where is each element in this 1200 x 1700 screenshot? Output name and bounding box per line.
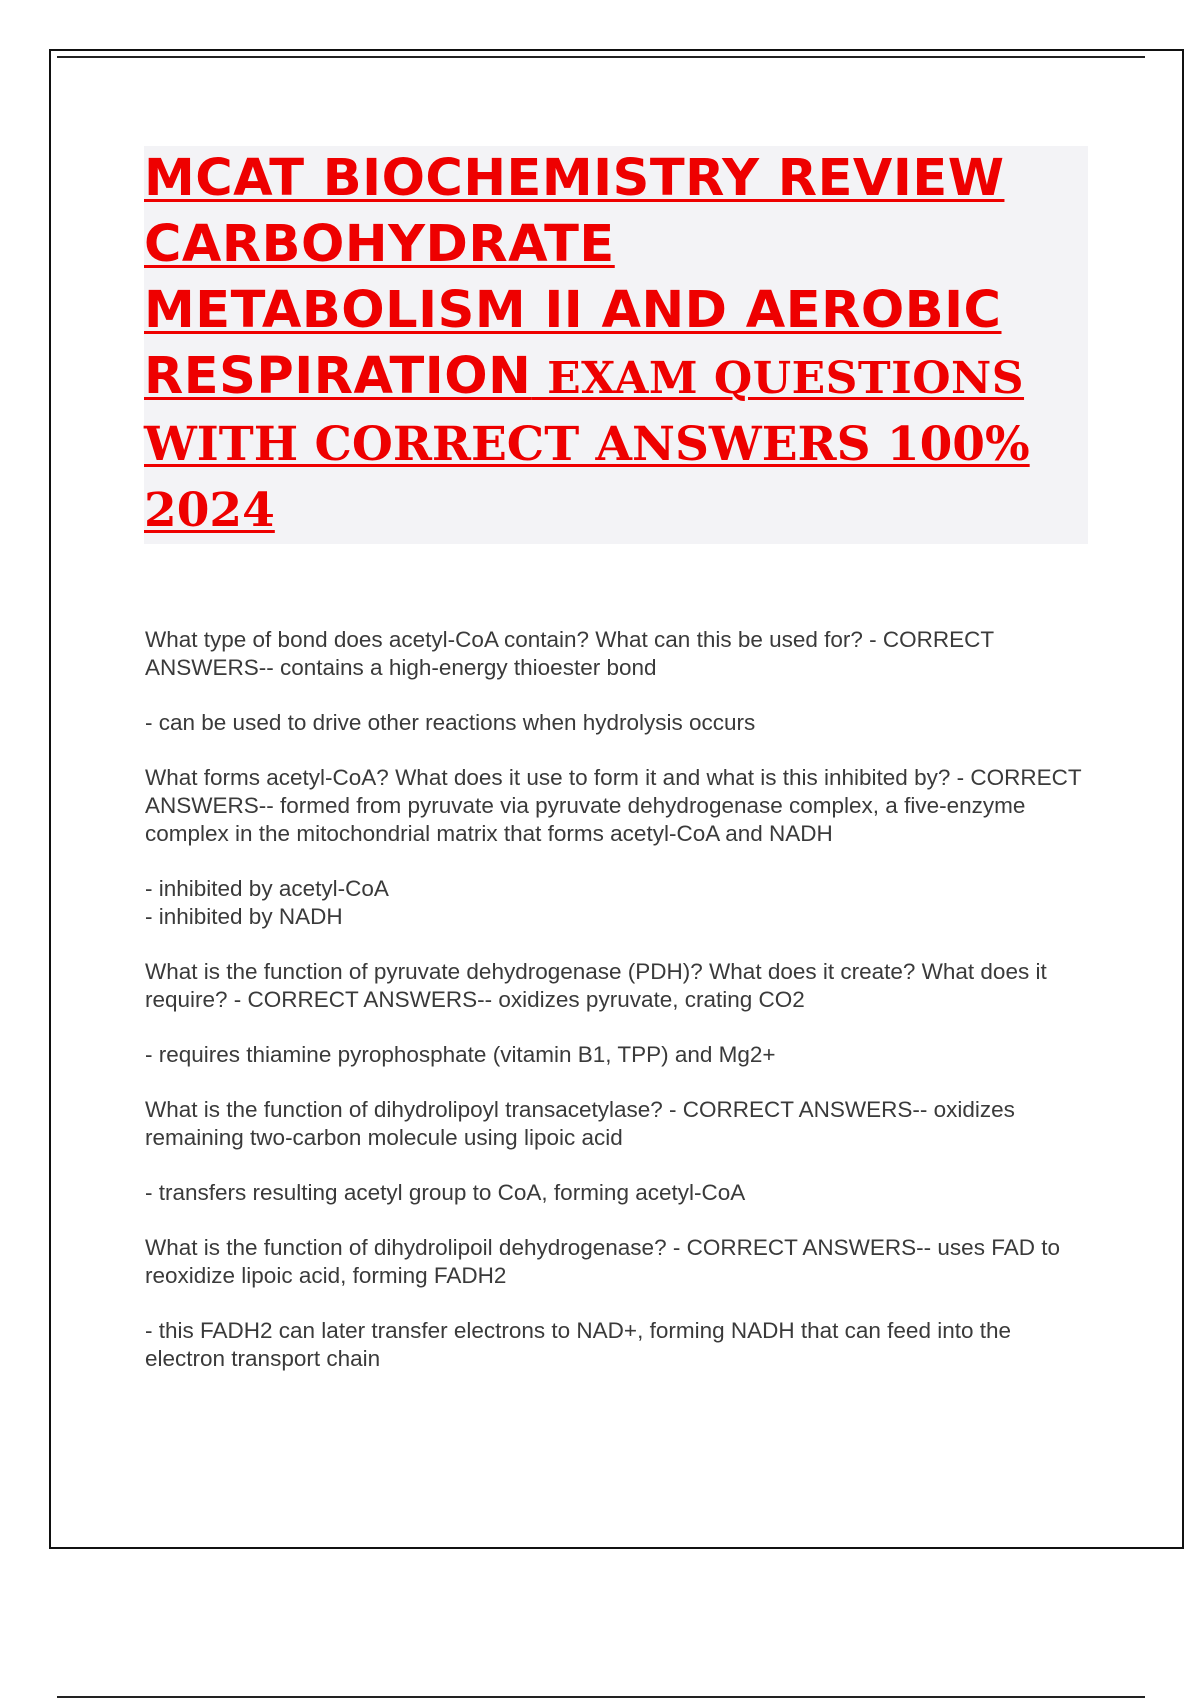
title-line-1: MCAT BIOCHEMISTRY REVIEW: [144, 149, 1005, 208]
bottom-rule: [57, 1696, 1145, 1698]
qa-answer-detail-3: - requires thiamine pyrophosphate (vitamin B1, TPP) and Mg2+: [145, 1042, 776, 1067]
qa-answer-detail-1: - can be used to drive other reactions when hydrolysis occurs: [145, 710, 756, 735]
qa-answer-detail-4: - transfers resulting acetyl group to CoA, forming acetyl-CoA: [145, 1180, 746, 1205]
document-title: [144, 146, 1088, 544]
qa-question-4: What is the function of dihydrolipoyl transacetylase? - CORRECT ANSWERS-- oxidizes remaining two-carbon molecule using lipoic acid: [145, 1097, 1015, 1150]
title-line-5: WITH CORRECT ANSWERS 100%: [144, 417, 1030, 472]
qa-answer-detail-5: - this FADH2 can later transfer electrons to NAD+, forming NADH that can feed into the electron transport chain: [145, 1318, 1012, 1371]
title-line-4-serif: EXAM QUESTIONS: [531, 353, 1025, 404]
document-body: [145, 626, 1095, 1400]
title-line-6: 2024: [144, 483, 275, 538]
qa-answer-detail-2a: - inhibited by acetyl-CoA: [145, 876, 389, 901]
qa-question-5: What is the function of dihydrolipoil dehydrogenase? - CORRECT ANSWERS-- uses FAD to reoxidize lipoic acid, forming FADH2: [145, 1235, 1060, 1288]
qa-question-3: What is the function of pyruvate dehydrogenase (PDH)? What does it create? What does it require? - CORRECT ANSWERS-- oxidizes pyruvate, crating CO2: [145, 959, 1047, 1012]
qa-question-1: What type of bond does acetyl-CoA contain? What can this be used for? - CORRECT ANSWERS-- contains a high-energy thioester bond: [145, 627, 994, 680]
title-line-4-bold: RESPIRATION: [144, 347, 532, 406]
title-line-3: METABOLISM II AND AEROBIC: [144, 281, 1002, 340]
title-line-4: [144, 344, 1088, 412]
qa-answer-detail-2b: - inhibited by NADH: [145, 904, 343, 929]
qa-question-2: What forms acetyl-CoA? What does it use to form it and what is this inhibited by? - CORRECT ANSWERS-- formed from pyruvate via pyruvate dehydrogenase complex, a five-enzyme complex in the mitochondrial matrix that forms acetyl-CoA and NADH: [145, 765, 1082, 846]
title-line-2: CARBOHYDRATE: [144, 215, 615, 274]
